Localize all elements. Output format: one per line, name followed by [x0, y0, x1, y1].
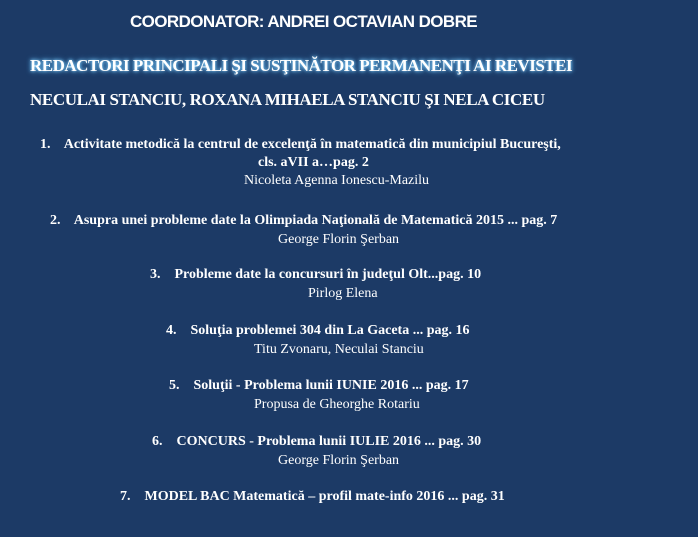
toc-entry-title: Soluţii - Problema lunii IUNIE 2016 ... pag. 17	[193, 378, 469, 393]
toc-entry-author: Propusa de Gheorghe Rotariu	[254, 397, 420, 412]
toc-entry-author: George Florin Şerban	[278, 453, 400, 468]
toc-entry-title: Activitate metodică la centrul de excelenţă în matematică din municipiul Bucureşti,	[63, 137, 561, 152]
coordinator-line: COORDONATOR: ANDREI OCTAVIAN DOBRE	[130, 12, 477, 31]
toc-entry-number: 7.	[120, 489, 131, 504]
toc-entry-author: Titu Zvonaru, Neculai Stanciu	[254, 342, 424, 357]
toc-entry-title: CONCURS - Problema lunii IULIE 2016 ... pag. 30	[176, 434, 482, 449]
toc-entry-title: MODEL BAC Matematică – profil mate-info 2016 ... pag. 31	[144, 489, 505, 504]
toc-entry-title: Probleme date la concursuri în judeţul Olt...pag. 10	[174, 267, 482, 282]
toc-entry-author: Nicoleta Agenna Ionescu-Mazilu	[244, 173, 430, 188]
toc-entry-number: 6.	[152, 434, 163, 449]
toc-entry-number: 2.	[50, 213, 61, 228]
toc-entry-number: 4.	[166, 323, 177, 338]
toc-entry-title: Asupra unei probleme date la Olimpiada Naţională de Matematică 2015 ... pag. 7	[73, 213, 558, 228]
editors-heading: REDACTORI PRINCIPALI ŞI SUSŢINĂTOR PERMANENŢI AI REVISTEI	[30, 56, 573, 75]
toc-entry-number: 5.	[169, 378, 180, 393]
toc-entry-number: 3.	[150, 267, 161, 282]
toc-entry-number: 1.	[40, 137, 51, 152]
toc-entry-author: George Florin Şerban	[278, 232, 400, 247]
toc-entry-author: Pirlog Elena	[308, 286, 378, 301]
toc-entry-title-cont: cls. aVII a…pag. 2	[258, 155, 369, 170]
toc-entry-title: Soluţia problemei 304 din La Gaceta ... pag. 16	[190, 323, 470, 338]
editors-names: NECULAI STANCIU, ROXANA MIHAELA STANCIU ŞI NELA CICEU	[30, 90, 545, 109]
